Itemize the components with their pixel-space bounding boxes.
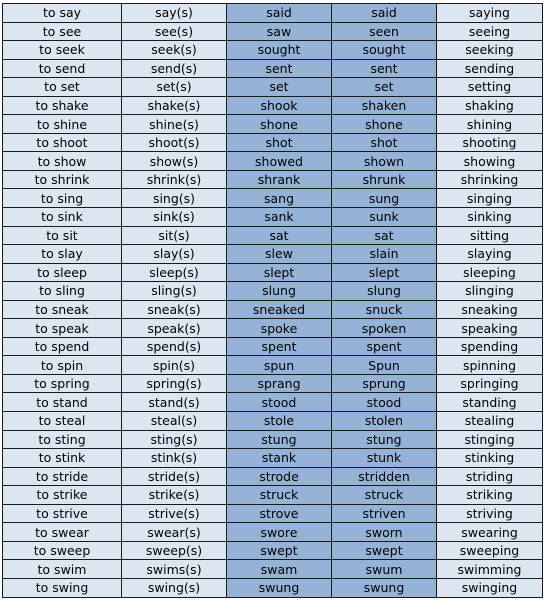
present-participle-cell: sweeping (437, 541, 543, 560)
past-simple-cell: shot (227, 133, 332, 152)
table-row (3, 486, 543, 505)
present-cell: spend(s) (122, 337, 227, 356)
infinitive-cell: to send (3, 59, 122, 78)
infinitive-cell: to strike (3, 486, 122, 505)
infinitive-cell: to show (3, 152, 122, 171)
table-row (3, 115, 543, 134)
past-participle-cell: sworn (332, 523, 437, 542)
past-simple-cell: struck (227, 486, 332, 505)
past-participle-cell: sunk (332, 208, 437, 227)
past-simple-cell: shone (227, 115, 332, 134)
infinitive-cell: to shake (3, 96, 122, 115)
past-participle-cell: swept (332, 541, 437, 560)
present-cell: see(s) (122, 22, 227, 41)
infinitive-cell: to sweep (3, 541, 122, 560)
past-participle-cell: stung (332, 430, 437, 449)
past-simple-cell: slung (227, 282, 332, 301)
present-cell: sneak(s) (122, 300, 227, 319)
past-participle-cell: snuck (332, 300, 437, 319)
present-cell: sink(s) (122, 208, 227, 227)
past-simple-cell: sought (227, 41, 332, 60)
present-participle-cell: speaking (437, 319, 543, 338)
table-row (3, 208, 543, 227)
present-participle-cell: setting (437, 78, 543, 97)
table-row (3, 467, 543, 486)
present-cell: say(s) (122, 4, 227, 23)
present-cell: sing(s) (122, 189, 227, 208)
table-row (3, 263, 543, 282)
infinitive-cell: to sink (3, 208, 122, 227)
present-cell: sting(s) (122, 430, 227, 449)
infinitive-cell: to slay (3, 245, 122, 264)
table-row (3, 4, 543, 23)
present-participle-cell: striding (437, 467, 543, 486)
past-participle-cell: sprung (332, 374, 437, 393)
past-simple-cell: spent (227, 337, 332, 356)
infinitive-cell: to spring (3, 374, 122, 393)
present-participle-cell: striking (437, 486, 543, 505)
past-participle-cell: sent (332, 59, 437, 78)
infinitive-cell: to see (3, 22, 122, 41)
past-participle-cell: striven (332, 504, 437, 523)
present-cell: send(s) (122, 59, 227, 78)
present-participle-cell: shooting (437, 133, 543, 152)
present-cell: seek(s) (122, 41, 227, 60)
past-simple-cell: swept (227, 541, 332, 560)
past-simple-cell: sent (227, 59, 332, 78)
past-participle-cell: sung (332, 189, 437, 208)
infinitive-cell: to shrink (3, 170, 122, 189)
past-simple-cell: swore (227, 523, 332, 542)
infinitive-cell: to shine (3, 115, 122, 134)
past-participle-cell: spent (332, 337, 437, 356)
present-cell: stink(s) (122, 449, 227, 468)
table-row (3, 226, 543, 245)
present-cell: shrink(s) (122, 170, 227, 189)
present-participle-cell: standing (437, 393, 543, 412)
past-simple-cell: swung (227, 578, 332, 597)
present-participle-cell: sneaking (437, 300, 543, 319)
present-cell: slay(s) (122, 245, 227, 264)
table-row (3, 449, 543, 468)
present-participle-cell: slinging (437, 282, 543, 301)
table-row (3, 541, 543, 560)
present-cell: speak(s) (122, 319, 227, 338)
present-participle-cell: spending (437, 337, 543, 356)
past-simple-cell: stank (227, 449, 332, 468)
present-cell: swing(s) (122, 578, 227, 597)
table-row (3, 560, 543, 579)
table-row (3, 430, 543, 449)
table-row (3, 152, 543, 171)
present-cell: sit(s) (122, 226, 227, 245)
present-participle-cell: slaying (437, 245, 543, 264)
past-participle-cell: slept (332, 263, 437, 282)
table-row (3, 412, 543, 431)
past-simple-cell: sat (227, 226, 332, 245)
present-participle-cell: sleeping (437, 263, 543, 282)
past-simple-cell: sang (227, 189, 332, 208)
table-row (3, 59, 543, 78)
infinitive-cell: to sting (3, 430, 122, 449)
present-participle-cell: stinking (437, 449, 543, 468)
present-participle-cell: sitting (437, 226, 543, 245)
past-participle-cell: said (332, 4, 437, 23)
infinitive-cell: to stride (3, 467, 122, 486)
table-row (3, 22, 543, 41)
infinitive-cell: to seek (3, 41, 122, 60)
past-simple-cell: shook (227, 96, 332, 115)
past-participle-cell: stolen (332, 412, 437, 431)
past-simple-cell: shrank (227, 170, 332, 189)
table-row (3, 356, 543, 375)
present-cell: stand(s) (122, 393, 227, 412)
present-cell: swims(s) (122, 560, 227, 579)
present-participle-cell: seeing (437, 22, 543, 41)
past-simple-cell: said (227, 4, 332, 23)
present-participle-cell: seeking (437, 41, 543, 60)
past-participle-cell: shown (332, 152, 437, 171)
infinitive-cell: to sleep (3, 263, 122, 282)
table-row (3, 393, 543, 412)
present-participle-cell: spinning (437, 356, 543, 375)
table-row (3, 41, 543, 60)
present-cell: strive(s) (122, 504, 227, 523)
past-simple-cell: slept (227, 263, 332, 282)
past-simple-cell: saw (227, 22, 332, 41)
past-participle-cell: slain (332, 245, 437, 264)
present-cell: show(s) (122, 152, 227, 171)
present-participle-cell: swearing (437, 523, 543, 542)
past-simple-cell: showed (227, 152, 332, 171)
table-row (3, 504, 543, 523)
verb-table-body (3, 4, 543, 598)
past-participle-cell: swung (332, 578, 437, 597)
table-row (3, 337, 543, 356)
table-row (3, 300, 543, 319)
past-participle-cell: stunk (332, 449, 437, 468)
infinitive-cell: to swear (3, 523, 122, 542)
present-cell: shake(s) (122, 96, 227, 115)
past-simple-cell: strove (227, 504, 332, 523)
present-cell: shoot(s) (122, 133, 227, 152)
past-simple-cell: strode (227, 467, 332, 486)
table-row (3, 78, 543, 97)
present-participle-cell: shaking (437, 96, 543, 115)
infinitive-cell: to swim (3, 560, 122, 579)
present-participle-cell: sending (437, 59, 543, 78)
present-participle-cell: striving (437, 504, 543, 523)
present-participle-cell: stinging (437, 430, 543, 449)
infinitive-cell: to strive (3, 504, 122, 523)
infinitive-cell: to sling (3, 282, 122, 301)
past-simple-cell: sneaked (227, 300, 332, 319)
infinitive-cell: to sing (3, 189, 122, 208)
present-cell: sweep(s) (122, 541, 227, 560)
present-participle-cell: swinging (437, 578, 543, 597)
present-participle-cell: shining (437, 115, 543, 134)
past-participle-cell: shaken (332, 96, 437, 115)
present-participle-cell: singing (437, 189, 543, 208)
table-row (3, 282, 543, 301)
present-cell: set(s) (122, 78, 227, 97)
present-cell: sleep(s) (122, 263, 227, 282)
past-simple-cell: set (227, 78, 332, 97)
present-cell: spring(s) (122, 374, 227, 393)
past-participle-cell: swum (332, 560, 437, 579)
table-row (3, 245, 543, 264)
present-cell: sling(s) (122, 282, 227, 301)
past-simple-cell: stung (227, 430, 332, 449)
past-participle-cell: shot (332, 133, 437, 152)
past-participle-cell: set (332, 78, 437, 97)
present-participle-cell: shrinking (437, 170, 543, 189)
present-participle-cell: saying (437, 4, 543, 23)
past-simple-cell: spun (227, 356, 332, 375)
infinitive-cell: to stink (3, 449, 122, 468)
past-participle-cell: spoken (332, 319, 437, 338)
past-participle-cell: shone (332, 115, 437, 134)
infinitive-cell: to stand (3, 393, 122, 412)
table-row (3, 133, 543, 152)
infinitive-cell: to say (3, 4, 122, 23)
infinitive-cell: to shoot (3, 133, 122, 152)
present-cell: steal(s) (122, 412, 227, 431)
present-participle-cell: stealing (437, 412, 543, 431)
past-simple-cell: swam (227, 560, 332, 579)
table-row (3, 523, 543, 542)
present-cell: shine(s) (122, 115, 227, 134)
past-simple-cell: sank (227, 208, 332, 227)
past-simple-cell: slew (227, 245, 332, 264)
infinitive-cell: to sit (3, 226, 122, 245)
table-row (3, 96, 543, 115)
infinitive-cell: to spin (3, 356, 122, 375)
past-participle-cell: sought (332, 41, 437, 60)
present-cell: spin(s) (122, 356, 227, 375)
present-participle-cell: sinking (437, 208, 543, 227)
present-cell: stride(s) (122, 467, 227, 486)
infinitive-cell: to spend (3, 337, 122, 356)
infinitive-cell: to steal (3, 412, 122, 431)
past-participle-cell: shrunk (332, 170, 437, 189)
past-participle-cell: Spun (332, 356, 437, 375)
past-simple-cell: stood (227, 393, 332, 412)
present-cell: swear(s) (122, 523, 227, 542)
past-participle-cell: sat (332, 226, 437, 245)
past-simple-cell: sprang (227, 374, 332, 393)
table-row (3, 374, 543, 393)
past-participle-cell: stridden (332, 467, 437, 486)
infinitive-cell: to speak (3, 319, 122, 338)
past-participle-cell: seen (332, 22, 437, 41)
past-participle-cell: stood (332, 393, 437, 412)
present-participle-cell: springing (437, 374, 543, 393)
infinitive-cell: to set (3, 78, 122, 97)
present-participle-cell: swimming (437, 560, 543, 579)
infinitive-cell: to swing (3, 578, 122, 597)
past-simple-cell: stole (227, 412, 332, 431)
table-row (3, 578, 543, 597)
verb-table (2, 3, 543, 598)
past-simple-cell: spoke (227, 319, 332, 338)
table-row (3, 170, 543, 189)
table-row (3, 189, 543, 208)
table-row (3, 319, 543, 338)
past-participle-cell: struck (332, 486, 437, 505)
past-participle-cell: slung (332, 282, 437, 301)
present-cell: strike(s) (122, 486, 227, 505)
present-participle-cell: showing (437, 152, 543, 171)
infinitive-cell: to sneak (3, 300, 122, 319)
